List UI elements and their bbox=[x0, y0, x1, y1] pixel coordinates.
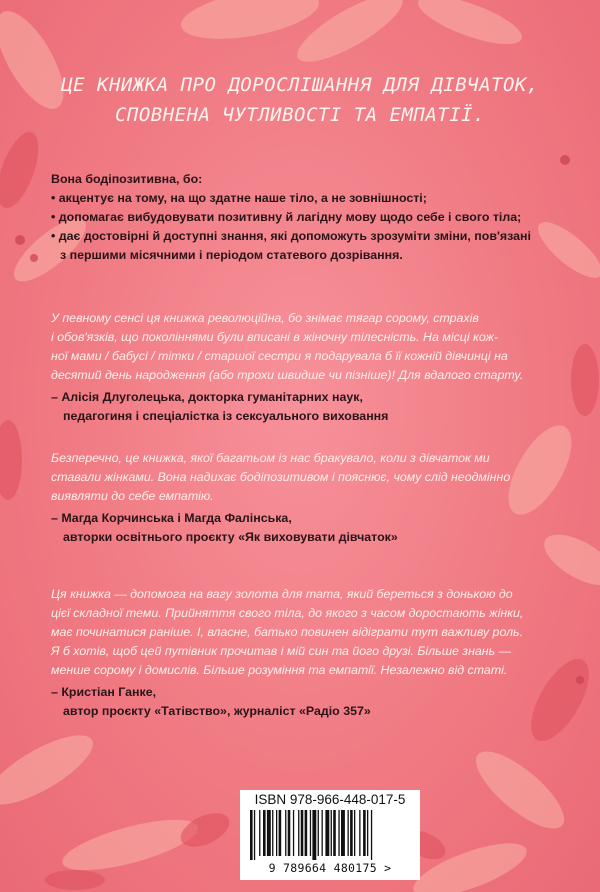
quote-3-author-name: – Кристіан Ганке, bbox=[51, 685, 157, 699]
intro-heading: Вона бодіпозитивна, бо: bbox=[51, 172, 203, 186]
quote-3-line-2: цієї складної теми. Прийняття свого тіла, до якого з часом доростають жінки, bbox=[51, 606, 524, 620]
quote-2-line-3: виявляти до себе емпатію. bbox=[51, 489, 214, 503]
quote-1-author-name: – Алісія Длуголецька, докторка гуманітарних наук, bbox=[51, 390, 363, 404]
barcode-icon bbox=[248, 810, 412, 860]
barcode-digits: 9 789664 480175 > bbox=[268, 861, 392, 875]
quote-2-author-name: – Магда Корчинська і Магда Фалінська, bbox=[51, 511, 292, 525]
quote-1-line-4: десятий день народження (або трохи швидше чи пізніше)! Для вдалого старту. bbox=[51, 368, 524, 382]
quote-1-line-3: ної мами / бабусі / тітки / старшої сестри я подарувала б її кожній дівчинці на bbox=[51, 349, 508, 363]
quote-3-line-3: має починатися раніше. І, власне, батько повинен відіграти тут важливу роль. bbox=[51, 625, 524, 639]
quote-2-author-title: авторки освітнього проєкту «Як виховувати дівчаток» bbox=[63, 530, 398, 544]
intro-bullet-1: • акцентує на тому, на що здатне наше тіло, а не зовнішності; bbox=[51, 191, 427, 205]
quote-1-author-title: педагогиня і спеціалістка із сексуального виховання bbox=[63, 409, 389, 423]
quote-2-author bbox=[51, 509, 561, 547]
quote-3-line-5: менше сорому і домислів. Більше розуміння та емпатії. Незалежно від статі. bbox=[51, 663, 508, 677]
quote-1-line-1: У певному сенсі ця книжка революційна, бо знімає тягар сорому, страхів bbox=[51, 311, 479, 325]
tagline-line-1: ЦЕ КНИЖКА ПРО ДОРОСЛІШАННЯ ДЛЯ ДІВЧАТОК, bbox=[61, 74, 539, 96]
quote-1-line-2: і обов'язків, що поколіннями були вписані в жіночну тілесність. На місці кож- bbox=[51, 330, 499, 344]
quote-3-author-title: автор проєкту «Татівство», журналіст «Радіо 357» bbox=[63, 704, 371, 718]
tagline-line-2: СПОВНЕНА ЧУТЛИВОСТІ ТА ЕМПАТІЇ. bbox=[114, 104, 486, 126]
quote-1-author bbox=[51, 388, 561, 426]
intro-bullet-3: • дає достовірні й доступні знання, які допоможуть зрозуміти зміни, пов'язані bbox=[51, 229, 531, 243]
quote-2-line-2: ставали жінками. Вона надихає бодіпозитивом і пояснює, чому слід неодмінно bbox=[51, 470, 511, 484]
intro-bullet-2: • допомагає вибудовувати позитивну й лагідну мову щодо себе і свого тіла; bbox=[51, 210, 522, 224]
intro-bullet-3-continuation: з першими місячними і періодом статевого дозрівання. bbox=[60, 248, 403, 262]
quote-2-line-1: Безперечно, це книжка, якої багатьом із нас бракувало, коли з дівчаток ми bbox=[51, 451, 490, 465]
quote-3-line-1: Ця книжка — допомога на вагу золота для тата, який береться з донькою до bbox=[51, 587, 513, 601]
isbn-label: ISBN 978-966-448-017-5 bbox=[254, 792, 406, 807]
quote-3-line-4: Я б хотів, щоб цей путівник прочитав і мій син та його друзі. Більше знань — bbox=[51, 644, 511, 658]
quote-3-author bbox=[51, 683, 561, 721]
isbn-barcode-box bbox=[240, 790, 420, 880]
